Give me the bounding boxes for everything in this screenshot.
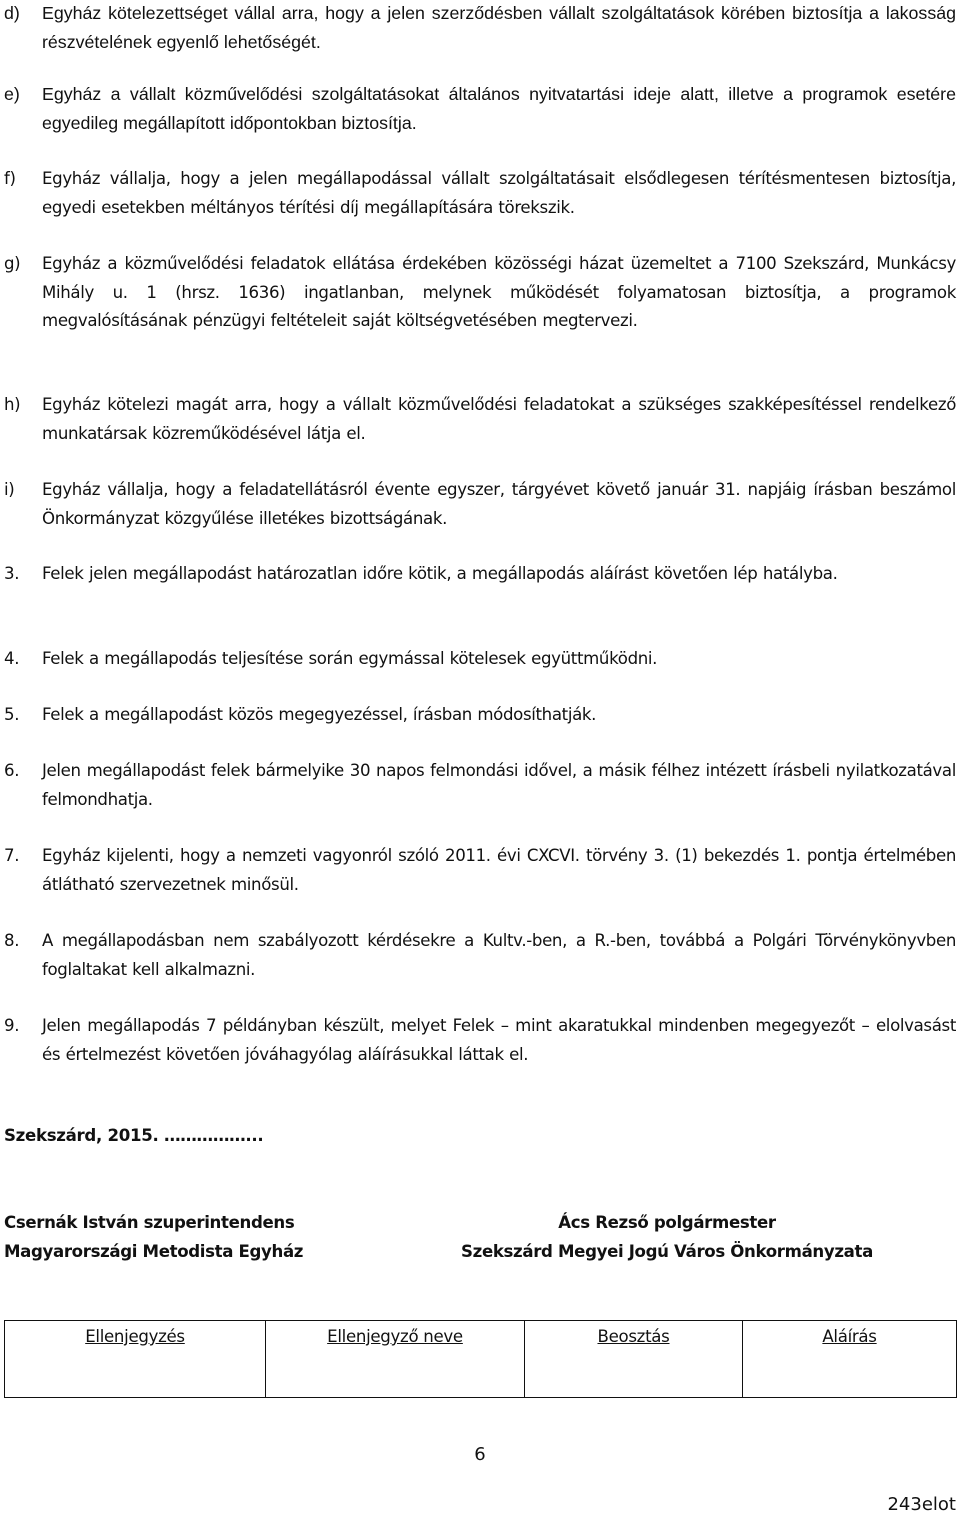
signatory-organization: Magyarországi Metodista Egyház	[4, 1241, 304, 1261]
section-4	[4, 645, 956, 674]
clause-text: Egyház a közművelődési feladatok ellátása érdekében közösségi házat üzemeltet a 7100 Szekszárd, Munkácsy Mihály u. 1 (hrsz. 1636) ingatlanban, melynek működését folyamatosan biztosítja, a programok megvalósításának pénzügyi feltételeit saját költségvetésében megtervezi.	[42, 254, 956, 331]
clause-d	[4, 0, 956, 56]
section-text: Felek jelen megállapodást határozatlan időre kötik, a megállapodás aláírást követően lép hatályba.	[42, 564, 838, 583]
section-number: 6.	[4, 761, 20, 780]
signatory-name: Ács Rezső polgármester	[558, 1213, 776, 1232]
section-8	[4, 927, 956, 984]
signatory-name: Csernák István szuperintendens	[4, 1213, 295, 1232]
section-text: A megállapodásban nem szabályozott kérdésekre a Kultv.-ben, a R.-ben, továbbá a Polgári Törvénykönyvben foglaltakat kell alkalmazni.	[42, 931, 956, 979]
section-number: 3.	[4, 564, 20, 583]
table-header-cell	[743, 1321, 957, 1398]
clause-marker: i)	[4, 480, 15, 499]
section-text: Felek a megállapodás teljesítése során egymással kötelesek együttműködni.	[42, 649, 658, 668]
clause-marker: e)	[4, 84, 20, 104]
section-number: 4.	[4, 649, 20, 668]
clause-text: Egyház vállalja, hogy a feladatellátásról évente egyszer, tárgyévet követő január 31. napjáig írásban beszámol Önkormányzat közgyűlése illetékes bizottságának.	[42, 480, 956, 528]
clause-marker: f)	[4, 169, 16, 188]
clause-e	[4, 80, 956, 137]
clause-marker: g)	[4, 254, 21, 273]
page-number: 6	[474, 1444, 486, 1465]
header-signature: Aláírás	[822, 1327, 877, 1346]
clause-h	[4, 391, 956, 448]
header-position: Beosztás	[597, 1327, 670, 1346]
clause-text: Egyház a vállalt közművelődési szolgáltatásokat általános nyitvatartási ideje alatt, illetve a programok esetére egyedileg megállapított időpontokban biztosítja.	[42, 84, 956, 133]
table-header-cell	[266, 1321, 525, 1398]
clause-text: Egyház kötelezi magát arra, hogy a vállalt közművelődési feladatokat a szükséges szakképesítéssel rendelkező munkatársak közreműködésével látja el.	[42, 395, 956, 443]
clause-text: Egyház kötelezettséget vállal arra, hogy a jelen szerződésben vállalt szolgáltatások körében biztosítja a lakosság részvételének egyenlő lehetőségét.	[42, 3, 956, 52]
clause-marker: h)	[4, 395, 21, 414]
section-6	[4, 757, 956, 814]
clause-g	[4, 250, 956, 336]
section-number: 5.	[4, 705, 20, 724]
document-code: 243elot	[887, 1494, 956, 1515]
section-9	[4, 1012, 956, 1069]
table-header-cell	[5, 1321, 266, 1398]
clause-marker: d)	[4, 3, 20, 23]
section-3	[4, 560, 956, 589]
date-line: Szekszárd, 2015. ……………...	[4, 1126, 264, 1145]
clause-f	[4, 165, 956, 222]
signatory-left	[4, 1209, 303, 1266]
signatory-right	[449, 1209, 885, 1266]
section-text: Jelen megállapodás 7 példányban készült, melyet Felek – mint akaratukkal mindenben megegyezőt – elolvasást és értelmezést követően jóváhagyólag aláírásukkal láttak el.	[42, 1016, 956, 1064]
clause-i	[4, 476, 956, 533]
header-countersignature: Ellenjegyzés	[85, 1327, 185, 1346]
section-text: Jelen megállapodást felek bármelyike 30 napos felmondási idővel, a másik félhez intézett írásbeli nyilatkozatával felmondhatja.	[42, 761, 956, 809]
clause-text: Egyház vállalja, hogy a jelen megállapodással vállalt szolgáltatásait elsődlegesen térítésmentesen biztosítja, egyedi esetekben méltányos térítési díj megállapítására törekszik.	[42, 169, 956, 217]
section-number: 8.	[4, 931, 20, 950]
signatory-organization: Szekszárd Megyei Jogú Város Önkormányzata	[461, 1241, 873, 1261]
section-7	[4, 842, 956, 899]
header-countersigner-name: Ellenjegyző neve	[327, 1327, 463, 1346]
countersign-table	[4, 1320, 957, 1398]
section-5	[4, 701, 956, 730]
section-number: 7.	[4, 846, 20, 865]
section-text: Felek a megállapodást közös megegyezéssel, írásban módosíthatják.	[42, 705, 597, 724]
table-header-cell	[525, 1321, 743, 1398]
section-number: 9.	[4, 1016, 20, 1035]
section-text: Egyház kijelenti, hogy a nemzeti vagyonról szóló 2011. évi CXCVI. törvény 3. (1) bekezdés 1. pontja értelmében átlátható szervezetnek minősül.	[42, 846, 956, 894]
table-row	[5, 1321, 957, 1398]
